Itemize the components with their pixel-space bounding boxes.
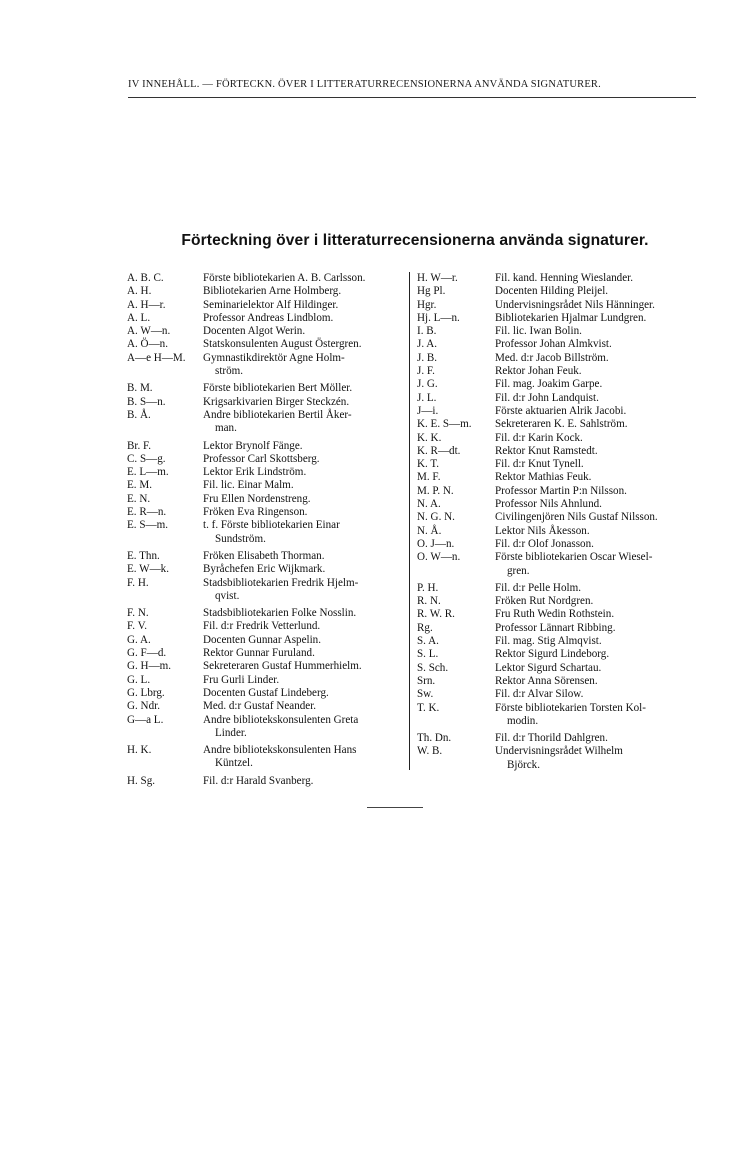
page-title: Förteckning över i litteraturrecensionerna använda signaturer. [181, 232, 649, 249]
signature-full-name [495, 498, 697, 511]
signature-full-name [203, 660, 409, 673]
name-text: Rektor Mathias Feuk. [495, 471, 592, 484]
name-text: Fil. d:r Fredrik Vetterlund. [203, 620, 321, 633]
signature-abbreviation: N. A. [417, 498, 441, 511]
name-text: Andre bibliotekskonsulenten Hans [203, 744, 357, 757]
signature-entry [417, 392, 697, 405]
signature-entry [417, 595, 697, 608]
signature-abbreviation: A. W—n. [127, 325, 171, 338]
signature-full-name [203, 634, 409, 647]
signature-abbreviation: Sw. [417, 688, 434, 701]
name-text: Docenten Gunnar Aspelin. [203, 633, 321, 646]
signature-full-name [495, 688, 697, 701]
signature-abbreviation: A. H. [127, 285, 152, 298]
signature-full-name [203, 409, 409, 436]
signature-full-name [495, 338, 697, 351]
name-text: Andre bibliotekarien Bertil Åker- [203, 408, 352, 421]
signature-entry [127, 506, 409, 519]
signature-abbreviation: Br. F. [127, 439, 152, 452]
name-continuation: Sundström. [215, 532, 266, 545]
signature-entry [417, 338, 697, 351]
signature-abbreviation: G. A. [127, 633, 151, 646]
signature-full-name [495, 312, 697, 325]
name-text: Fru Ruth Wedin Rothstein. [495, 608, 615, 621]
name-text: Docenten Hilding Pleijel. [495, 285, 609, 298]
name-text: Fil. kand. Henning Wieslander. [495, 272, 633, 284]
name-text: Med. d:r Jacob Billström. [495, 351, 609, 364]
signature-full-name [203, 620, 409, 633]
signature-abbreviation: E. N. [127, 492, 151, 505]
name-text: Fil. d:r Thorild Dahlgren. [495, 732, 608, 745]
signature-full-name [203, 563, 409, 576]
name-text: Förste bibliotekarien Bert Möller. [203, 382, 353, 395]
signature-abbreviation: S. L. [417, 648, 439, 661]
name-text: Bibliotekarien Hjalmar Lundgren. [495, 311, 647, 324]
name-text: Sekreteraren Gustaf Hummerhielm. [203, 660, 362, 673]
signature-full-name [495, 352, 697, 365]
name-text: Gymnastikdirektör Agne Holm- [203, 351, 345, 364]
signature-full-name [203, 352, 409, 379]
signature-entry [127, 409, 409, 436]
name-text: Civilingenjören Nils Gustaf Nilsson. [495, 511, 658, 524]
signature-abbreviation: A. H—r. [127, 298, 166, 311]
signature-entry [127, 440, 409, 453]
name-text: Fröken Rut Nordgren. [495, 595, 594, 608]
name-text: Fil. d:r Harald Svanberg. [203, 774, 314, 787]
signature-entry [417, 432, 697, 445]
name-text: Rektor Gunnar Furuland. [203, 647, 315, 660]
signature-abbreviation: J. B. [417, 351, 438, 364]
signature-entry [127, 299, 409, 312]
signature-entry [127, 647, 409, 660]
signature-entry [127, 687, 409, 700]
signature-full-name [495, 445, 697, 458]
signature-full-name [495, 582, 697, 595]
name-text: Krigsarkivarien Birger Steckzén. [203, 395, 350, 408]
signature-entry [127, 674, 409, 687]
signature-abbreviation: A—e H—M. [127, 351, 186, 364]
signature-full-name [203, 440, 409, 453]
name-text: Professor Andreas Lindblom. [203, 311, 334, 324]
signature-entry [417, 745, 697, 772]
signature-abbreviation: S. Sch. [417, 661, 449, 674]
signature-abbreviation: H. K. [127, 744, 152, 757]
signature-abbreviation: H. W—r. [417, 272, 458, 284]
signature-entry [417, 675, 697, 688]
signature-entry [417, 365, 697, 378]
signature-entry [127, 272, 409, 285]
signature-full-name [203, 285, 409, 298]
signature-entry [127, 382, 409, 395]
name-text: Undervisningsrådet Wilhelm [495, 745, 623, 758]
signature-abbreviation: E. M. [127, 479, 152, 492]
name-text: Rektor Johan Feuk. [495, 365, 582, 378]
signature-abbreviation: A. Ö—n. [127, 338, 168, 351]
name-text: Fil. mag. Stig Almqvist. [495, 635, 602, 648]
signature-abbreviation: B. S—n. [127, 395, 166, 408]
signature-full-name [495, 608, 697, 621]
signature-abbreviation: R. W. R. [417, 608, 455, 621]
name-text: Fil. d:r Pelle Holm. [495, 581, 581, 594]
signature-entry [417, 648, 697, 661]
signature-full-name [495, 648, 697, 661]
signature-entry [417, 498, 697, 511]
signature-full-name [203, 647, 409, 660]
name-text: Bibliotekarien Arne Holmberg. [203, 285, 342, 298]
name-text: Rektor Anna Sörensen. [495, 674, 598, 687]
signature-full-name [495, 635, 697, 648]
signature-entry [417, 732, 697, 745]
signature-abbreviation: E. L—m. [127, 466, 169, 479]
left-signature-column [127, 272, 409, 788]
signature-full-name [495, 702, 697, 729]
signature-entry [127, 577, 409, 604]
signature-full-name [203, 607, 409, 620]
signature-full-name [495, 378, 697, 391]
signature-entry [127, 493, 409, 506]
name-text: Fröken Elisabeth Thorman. [203, 549, 325, 562]
signature-abbreviation: N. G. N. [417, 511, 455, 524]
signature-full-name [203, 550, 409, 563]
name-text: Statskonsulenten August Östergren. [203, 338, 362, 351]
signature-abbreviation: G. Lbrg. [127, 686, 165, 699]
signature-abbreviation: G. H—m. [127, 660, 172, 673]
signature-abbreviation: H. Sg. [127, 774, 156, 787]
name-text: Professor Johan Almkvist. [495, 338, 612, 351]
signature-entry [417, 272, 697, 285]
signature-entry [127, 352, 409, 379]
signature-entry [417, 471, 697, 484]
name-text: Professor Carl Skottsberg. [203, 452, 320, 465]
name-text: Andre bibliotekskonsulenten Greta [203, 713, 359, 726]
signature-abbreviation: Th. Dn. [417, 732, 452, 745]
name-text: Fru Ellen Nordenstreng. [203, 492, 311, 505]
signature-abbreviation: F. H. [127, 576, 149, 589]
signature-full-name [203, 700, 409, 713]
name-text: Docenten Gustaf Lindeberg. [203, 686, 329, 699]
signature-entry [417, 525, 697, 538]
signature-abbreviation: B. M. [127, 382, 153, 395]
name-continuation: Björck. [507, 758, 540, 771]
name-text: Fil. d:r Karin Kock. [495, 431, 583, 444]
signature-full-name [203, 453, 409, 466]
signature-full-name [495, 485, 697, 498]
name-text: Med. d:r Gustaf Neander. [203, 700, 317, 713]
signature-entry [127, 634, 409, 647]
name-continuation: Linder. [215, 726, 247, 739]
signature-full-name [495, 365, 697, 378]
signature-abbreviation: G. L. [127, 673, 151, 686]
signature-entry [417, 608, 697, 621]
name-text: Fil. lic. Einar Malm. [203, 479, 294, 492]
signature-entry [127, 325, 409, 338]
signature-abbreviation: R. N. [417, 595, 441, 608]
signature-full-name [203, 506, 409, 519]
signature-full-name [203, 577, 409, 604]
running-head: IV INNEHÅLL. — FÖRTECKN. ÖVER I LITTERATURRECENSIONERNA ANVÄNDA SIGNATURER. [128, 79, 601, 90]
signature-abbreviation: S. A. [417, 635, 439, 648]
name-text: Fil. d:r Alvar Silow. [495, 688, 584, 701]
signature-abbreviation: J. A. [417, 338, 438, 351]
signature-entry [127, 744, 409, 771]
signature-full-name [203, 775, 409, 788]
signature-abbreviation: I. B. [417, 325, 437, 338]
name-text: Förste bibliotekarien Torsten Kol- [495, 701, 646, 714]
signature-entry [417, 538, 697, 551]
signature-abbreviation: F. V. [127, 620, 147, 633]
signature-entry [127, 312, 409, 325]
signature-abbreviation: Hg Pl. [417, 285, 446, 298]
signature-abbreviation: G. Ndr. [127, 700, 160, 713]
signature-entry [417, 445, 697, 458]
signature-entry [127, 714, 409, 741]
column-divider [409, 272, 410, 770]
signature-full-name [495, 538, 697, 551]
signature-abbreviation: K. E. S—m. [417, 418, 472, 431]
signature-entry [127, 607, 409, 620]
signature-full-name [495, 432, 697, 445]
signature-full-name [495, 471, 697, 484]
signature-entry [417, 312, 697, 325]
signature-abbreviation: M. F. [417, 471, 441, 484]
name-text: Professor Nils Ahnlund. [495, 498, 602, 511]
signature-entry [127, 453, 409, 466]
signature-entry [127, 775, 409, 788]
name-text: Förste bibliotekarien Oscar Wiesel- [495, 551, 653, 564]
signature-entry [127, 338, 409, 351]
signature-abbreviation: E. S—m. [127, 519, 168, 532]
signature-full-name [495, 392, 697, 405]
signature-full-name [203, 466, 409, 479]
signature-full-name [495, 622, 697, 635]
signature-entry [417, 285, 697, 298]
signature-entry [417, 635, 697, 648]
signature-entry [417, 485, 697, 498]
name-text: Lektor Sigurd Schartau. [495, 661, 602, 674]
signature-entry [417, 458, 697, 471]
signature-full-name [495, 511, 697, 524]
signature-full-name [495, 458, 697, 471]
signature-full-name [495, 732, 697, 745]
signature-full-name [495, 662, 697, 675]
signature-entry [127, 550, 409, 563]
name-text: Fru Gurli Linder. [203, 673, 280, 686]
end-rule [367, 807, 423, 808]
signature-entry [127, 519, 409, 546]
signature-abbreviation: A. B. C. [127, 272, 164, 284]
signature-full-name [495, 418, 697, 431]
signature-entry [417, 299, 697, 312]
signature-full-name [495, 595, 697, 608]
signature-full-name [203, 479, 409, 492]
name-text: Professor Lännart Ribbing. [495, 621, 616, 634]
signature-entry [127, 479, 409, 492]
name-text: Stadsbibliotekarien Fredrik Hjelm- [203, 576, 359, 589]
signature-abbreviation: J—i. [417, 404, 439, 417]
name-continuation: modin. [507, 714, 539, 727]
signature-abbreviation: Rg. [417, 621, 433, 634]
signature-full-name [495, 745, 697, 772]
signature-full-name [203, 714, 409, 741]
signature-entry [417, 352, 697, 365]
name-text: Professor Martin P:n Nilsson. [495, 484, 627, 497]
signature-abbreviation: O. W—n. [417, 551, 461, 564]
signature-abbreviation: B. Å. [127, 408, 151, 421]
signature-full-name [495, 551, 697, 578]
name-text: t. f. Förste bibliotekarien Einar [203, 519, 340, 532]
signature-abbreviation: K. K. [417, 431, 442, 444]
signature-full-name [203, 519, 409, 546]
signature-abbreviation: G. F—d. [127, 647, 167, 660]
signature-entry [417, 551, 697, 578]
signature-abbreviation: W. B. [417, 745, 443, 758]
name-text: Lektor Erik Lindström. [203, 466, 307, 479]
name-text: Sekreteraren K. E. Sahlström. [495, 418, 628, 431]
name-text: Förste bibliotekarien A. B. Carlsson. [203, 272, 366, 284]
signature-abbreviation: E. Thn. [127, 549, 160, 562]
signature-abbreviation: E. R—n. [127, 506, 167, 519]
signature-entry [417, 702, 697, 729]
signature-entry [127, 396, 409, 409]
signature-full-name [495, 299, 697, 312]
signature-abbreviation: K. T. [417, 458, 440, 471]
name-text: Fil. d:r John Landquist. [495, 391, 599, 404]
signature-abbreviation: Hj. L—n. [417, 311, 460, 324]
name-text: Fröken Eva Ringenson. [203, 506, 308, 519]
name-text: Lektor Brynolf Fänge. [203, 439, 303, 452]
signature-abbreviation: G—a L. [127, 713, 164, 726]
signature-full-name [203, 687, 409, 700]
signature-entry [417, 511, 697, 524]
signature-abbreviation: C. S—g. [127, 452, 166, 465]
name-continuation: qvist. [215, 589, 240, 602]
signature-full-name [203, 382, 409, 395]
signature-entry [417, 662, 697, 675]
right-signature-column [417, 272, 697, 772]
signature-full-name [203, 299, 409, 312]
signature-full-name [495, 525, 697, 538]
signature-full-name [203, 272, 409, 285]
signature-full-name [203, 493, 409, 506]
name-text: Stadsbibliotekarien Folke Nosslin. [203, 607, 357, 620]
name-text: Lektor Nils Åkesson. [495, 524, 590, 537]
signature-abbreviation: P. H. [417, 581, 439, 594]
name-text: Rektor Knut Ramstedt. [495, 444, 598, 457]
signature-abbreviation: J. L. [417, 391, 437, 404]
signature-entry [417, 378, 697, 391]
signature-entry [417, 688, 697, 701]
signature-entry [417, 582, 697, 595]
signature-full-name [495, 405, 697, 418]
signature-full-name [203, 312, 409, 325]
header-rule [128, 97, 696, 98]
signature-full-name [495, 675, 697, 688]
signature-entry [417, 325, 697, 338]
name-text: Förste aktuarien Alrik Jacobi. [495, 404, 627, 417]
signature-abbreviation: T. K. [417, 701, 440, 714]
signature-entry [417, 622, 697, 635]
signature-entry [417, 405, 697, 418]
name-continuation: gren. [507, 564, 530, 577]
signature-entry [127, 285, 409, 298]
signature-entry [127, 660, 409, 673]
signature-abbreviation: K. R—dt. [417, 444, 461, 457]
signature-full-name [203, 338, 409, 351]
name-text: Docenten Algot Werin. [203, 325, 306, 338]
name-text: Undervisningsrådet Nils Hänninger. [495, 298, 655, 311]
signature-abbreviation: M. P. N. [417, 484, 454, 497]
signature-abbreviation: N. Å. [417, 524, 442, 537]
signature-entry [127, 563, 409, 576]
signature-full-name [495, 325, 697, 338]
name-text: Fil. d:r Olof Jonasson. [495, 537, 594, 550]
name-text: Rektor Sigurd Lindeborg. [495, 648, 610, 661]
signature-full-name [203, 396, 409, 409]
name-continuation: ström. [215, 365, 244, 378]
name-continuation: Küntzel. [215, 757, 253, 770]
name-text: Seminarielektor Alf Hildinger. [203, 298, 339, 311]
name-text: Byråchefen Eric Wijkmark. [203, 563, 326, 576]
signature-abbreviation: O. J—n. [417, 537, 455, 550]
signature-abbreviation: J. F. [417, 365, 435, 378]
signature-entry [127, 700, 409, 713]
signature-abbreviation: F. N. [127, 607, 149, 620]
signature-full-name [203, 674, 409, 687]
signature-abbreviation: A. L. [127, 311, 151, 324]
signature-full-name [495, 272, 697, 285]
signature-abbreviation: Hgr. [417, 298, 437, 311]
signature-entry [417, 418, 697, 431]
name-text: Fil. lic. Iwan Bolin. [495, 325, 582, 338]
signature-full-name [495, 285, 697, 298]
signature-abbreviation: J. G. [417, 378, 438, 391]
name-text: Fil. mag. Joakim Garpe. [495, 378, 603, 391]
signature-full-name [203, 744, 409, 771]
name-continuation: man. [215, 422, 237, 435]
name-text: Fil. d:r Knut Tynell. [495, 458, 584, 471]
signature-abbreviation: Srn. [417, 674, 436, 687]
signature-full-name [203, 325, 409, 338]
signature-entry [127, 620, 409, 633]
signature-entry [127, 466, 409, 479]
signature-abbreviation: E. W—k. [127, 563, 170, 576]
